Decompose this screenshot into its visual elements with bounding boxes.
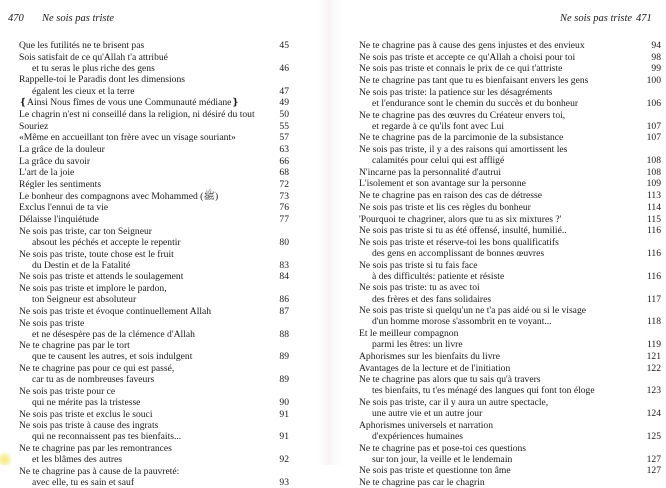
toc-entry-title-line: et les blâmes des autres — [32, 454, 123, 466]
toc-entry — [19, 226, 289, 248]
toc-entry-page-number: 124 — [646, 408, 661, 420]
toc-entry-title-line: tes bienfaits, tu t'es ménagé des langues qui font ton éloge — [372, 385, 595, 397]
toc-entry-title-line: Ne sois pas triste et évoque continuellement Allah — [19, 305, 212, 317]
toc-entry — [19, 340, 289, 362]
toc-entry-page-number: 99 — [651, 63, 661, 75]
toc-entry-title-line: Ne sois pas triste si tu as été offensé, insulté, humilié.. — [359, 225, 567, 237]
toc-entry — [359, 237, 661, 259]
toc-entry-page-number: 116 — [646, 225, 661, 237]
toc-entry-title-line: ❴Ainsi Nous fîmes de vous une Communauté médiane❵ — [19, 97, 240, 109]
toc-entry-page-number: 73 — [279, 190, 289, 202]
toc-entry — [359, 110, 661, 132]
toc-entry-title-line: des gens en accomplissant de bonnes œuvres — [372, 248, 545, 259]
toc-entry — [19, 409, 289, 420]
toc-entry — [359, 202, 661, 213]
toc-entry — [19, 363, 289, 385]
toc-entry-title-line: Ne sois pas triste, toute chose est le fruit — [19, 248, 174, 260]
toc-entry — [359, 132, 661, 143]
toc-entry-title-line: «Même en accueillant ton frère avec un visage souriant» — [19, 132, 236, 144]
toc-entry-title-line: Avantages de la lecture et de l'initiation — [359, 362, 511, 374]
toc-entry-page-number: 80 — [279, 236, 289, 248]
toc-entry-page-number: 116 — [646, 270, 661, 282]
toc-entry-title-line: absout les péchés et accepte le repentir — [32, 236, 181, 248]
toc-entry-title-line: et tu seras le plus riche des gens — [32, 62, 155, 74]
toc-entry — [359, 40, 661, 51]
toc-entry-page-number: 90 — [279, 396, 289, 408]
toc-entry — [359, 52, 661, 63]
toc-entry-title-line: La grâce du savoir — [19, 155, 91, 167]
toc-entry — [359, 363, 661, 374]
toc-entry-page-number: 91 — [279, 408, 289, 420]
toc-entry — [19, 443, 289, 465]
toc-entry-page-number: 88 — [279, 328, 289, 340]
toc-entry-title-line: Ne sois pas triste et connais le prix de ce qui t'attriste — [359, 63, 563, 75]
toc-entry — [359, 465, 661, 476]
toc-entry — [359, 443, 661, 465]
toc-entry — [359, 260, 661, 282]
toc-entry-title-line: égalent les cieux et la terre — [32, 85, 135, 97]
toc-entry-title-line: Rappelle-toi le Paradis dont les dimensions — [19, 74, 185, 86]
toc-entry — [19, 52, 289, 74]
toc-entry-title-line: Sois satisfait de ce qu'Allah t'a attribué — [19, 51, 168, 63]
toc-entry-title-line: Aphorismes universels et narration — [359, 419, 494, 431]
toc-entry — [359, 190, 661, 201]
toc-entry — [359, 282, 661, 304]
toc-entry-title-line: Ne te chagrine pas des œuvres du Créateur envers toi, — [359, 109, 566, 121]
toc-entry-title-line: Ne sois pas triste et questionne ton âme — [359, 465, 511, 477]
toc-entry-title-line: Ne sois pas triste si tu fais face — [359, 259, 478, 271]
toc-entry — [19, 179, 289, 190]
toc-entry-title-line: Que les futilités ne te brisent pas — [19, 40, 145, 51]
toc-entry-page-number: 114 — [646, 201, 661, 213]
toc-entry-page-number: 106 — [646, 97, 661, 109]
toc-entry-title-line: Ne te chagrine pas à cause des gens injustes et des envieux — [359, 40, 585, 51]
toc-entry-page-number: 123 — [646, 385, 661, 397]
toc-entry-page-number: 55 — [279, 120, 289, 132]
toc-entry-title-line: Ne sois pas triste, car ton Seigneur — [19, 225, 152, 237]
toc-entry — [359, 420, 661, 442]
toc-entry-page-number: 86 — [279, 294, 289, 306]
toc-entry-page-number: 127 — [646, 453, 661, 465]
toc-entry-page-number: 100 — [646, 75, 661, 87]
toc-entry-page-number: 108 — [646, 155, 661, 167]
toc-entry-title-line: La grâce de la douleur — [19, 144, 105, 155]
toc-entry-page-number: 76 — [279, 202, 289, 214]
toc-entry — [359, 178, 661, 189]
toc-entry-title-line: et l'endurance sont le chemin du succès et du bonheur — [372, 97, 579, 109]
toc-entry-title-line: Ne sois pas triste — [19, 317, 85, 329]
toc-entry-title-line: Ne sois pas triste: la patience sur les désagréments — [359, 86, 553, 98]
toc-entry — [19, 318, 289, 340]
toc-entry-title-line: Ne sois pas triste: tu as avec toi — [359, 282, 480, 294]
toc-entry-title-line: du Destin et de la Fatalité — [32, 259, 131, 271]
toc-entry-page-number: 45 — [279, 40, 289, 51]
toc-entry-title-line: Le bonheur des compagnons avec Mohammed (ﷺ) — [19, 190, 219, 202]
left-running-title: Ne sois pas triste — [42, 13, 115, 24]
toc-entry — [359, 75, 661, 86]
toc-entry — [19, 167, 289, 178]
toc-entry-title-line: qui ne mérite pas la tristesse — [32, 396, 141, 408]
toc-entry-page-number: 89 — [279, 351, 289, 363]
toc-entry-page-number: 107 — [646, 120, 661, 132]
toc-entry — [359, 374, 661, 396]
toc-entry-title-line: à des difficultés: patiente et résiste — [372, 270, 505, 282]
toc-entry-title-line: Ne sois pas triste et attends le soulagement — [19, 271, 184, 283]
toc-entry — [359, 63, 661, 74]
toc-entry-title-line: des frères et des fans solidaires — [372, 293, 492, 305]
toc-entry — [19, 121, 289, 132]
toc-entry-page-number: 121 — [646, 350, 661, 362]
toc-entry-page-number: 47 — [279, 85, 289, 97]
toc-entry-page-number: 83 — [279, 259, 289, 271]
right-page — [340, 0, 666, 488]
toc-entry — [19, 97, 289, 108]
toc-entry-page-number: 49 — [279, 97, 289, 109]
toc-entry-title-line: Ne te chagrine pas à cause de la pauvreté: — [19, 465, 180, 477]
toc-entry-title-line: Ne te chagrine pas tant que tu es bienfaisant envers les gens — [359, 75, 589, 87]
toc-entry-title-line: d'un homme morose s'assombrit en te voyant... — [372, 316, 552, 328]
toc-entry-page-number: 117 — [646, 293, 661, 305]
toc-entry-page-number: 127 — [646, 465, 661, 477]
toc-entry-page-number: 77 — [279, 214, 289, 226]
toc-entry-title-line: et ne désespère pas de la clémence d'Allah — [32, 328, 195, 340]
toc-entry — [19, 202, 289, 213]
toc-entry — [19, 420, 289, 442]
toc-entry-page-number: 113 — [646, 190, 661, 202]
toc-entry-title-line: sur ton jour, la veille et le lendemain — [372, 453, 513, 465]
toc-entry — [19, 249, 289, 271]
toc-entry-title-line: L'art de la joie — [19, 167, 75, 179]
toc-entry-title-line: d'expériences humaines — [372, 430, 463, 442]
toc-entry-page-number: 84 — [279, 271, 289, 283]
toc-entry-title-line: car tu as de nombreuses faveurs — [32, 374, 155, 386]
toc-entry-page-number: 46 — [279, 62, 289, 74]
toc-entry — [359, 328, 661, 350]
toc-entry-title-line: Délaisse l'inquiétude — [19, 214, 99, 226]
toc-entry-page-number: 50 — [279, 108, 289, 120]
left-page-number: 470 — [8, 13, 24, 24]
toc-entry — [19, 74, 289, 96]
toc-entry-title-line: Ne sois pas triste, car il y aura un autre spectacle, — [359, 396, 549, 408]
toc-entry — [359, 305, 661, 327]
toc-entry — [359, 397, 661, 419]
toc-entry — [359, 167, 661, 178]
toc-entry-title-line: 'Pourquoi te chagriner, alors que tu as six mixtures ?' — [359, 213, 562, 225]
toc-entry-title-line: Ne sois pas triste et exclus le souci — [19, 408, 153, 420]
toc-entry-page-number: 91 — [279, 431, 289, 443]
toc-entry — [359, 144, 661, 166]
toc-entry-title-line: Ne sois pas triste et lis ces règles du bonheur — [359, 201, 531, 213]
toc-entry-page-number: 87 — [279, 305, 289, 317]
toc-entry-title-line: calamités pour celui qui est affligé — [372, 155, 505, 167]
toc-entry — [359, 225, 661, 236]
toc-entry-title-line: ton Seigneur est absoluteur — [32, 294, 137, 306]
toc-entry-page-number: 92 — [279, 454, 289, 466]
toc-entry-title-line: Ne te chagrine pas car le chagrin — [359, 477, 485, 488]
toc-entry-title-line: Souriez — [19, 120, 49, 132]
toc-entry-title-line: Ne te chagrine pas pour ce qui est passé, — [19, 363, 175, 375]
toc-entry — [19, 466, 289, 488]
toc-entry-page-number: 109 — [646, 178, 661, 190]
toc-entry-title-line: Ne sois pas triste pour ce — [19, 385, 116, 397]
toc-entry-title-line: Ne te chagrine pas alors que tu sais qu'à travers — [359, 374, 541, 386]
toc-entry-page-number: 72 — [279, 179, 289, 191]
toc-entry-page-number: 66 — [279, 155, 289, 167]
toc-entry-title-line: Ne sois pas triste, il y a des raisons qui amortissent les — [359, 144, 568, 155]
toc-entry-page-number: 116 — [646, 248, 661, 259]
toc-entry-title-line: qui ne reconnaissent pas tes bienfaits... — [32, 431, 182, 443]
toc-entry-title-line: et regarde à ce qu'ils font avec Lui — [372, 120, 504, 132]
toc-entry — [359, 87, 661, 109]
toc-entry — [19, 109, 289, 120]
toc-entry-title-line: Ne sois pas triste et implore le pardon, — [19, 283, 167, 295]
toc-entry — [19, 144, 289, 155]
toc-entry-page-number: 122 — [646, 362, 661, 374]
toc-entry-title-line: Ne te chagrine pas par le tort — [19, 340, 130, 352]
toc-entry — [19, 214, 289, 225]
toc-entry-page-number: 107 — [646, 132, 661, 144]
toc-entry-title-line: Ne te chagrine pas en raison des cas de détresse — [359, 190, 543, 202]
toc-entry-page-number: 94 — [651, 40, 661, 51]
toc-entry-title-line: Exclus l'ennui de ta vie — [19, 202, 109, 214]
toc-entry — [19, 132, 289, 143]
left-toc-list — [19, 40, 289, 488]
toc-entry — [359, 477, 661, 488]
toc-entry-page-number: 115 — [646, 213, 661, 225]
toc-entry-title-line: une autre vie et un autre jour — [372, 408, 483, 420]
toc-entry — [19, 191, 289, 202]
toc-entry — [359, 214, 661, 225]
toc-entry-title-line: L'isolement et son avantage sur la personne — [359, 178, 526, 190]
toc-entry-title-line: Ne te chagrine pas de la parcimonie de la subsistance — [359, 132, 564, 144]
toc-entry-title-line: Ne te chagrine pas par les remontrances — [19, 443, 172, 455]
right-toc-list — [359, 40, 661, 488]
toc-entry-title-line: parmi les êtres: un livre — [372, 339, 463, 351]
toc-entry-title-line: Aphorismes sur les bienfaits du livre — [359, 350, 500, 362]
toc-entry-title-line: N'incarne pas la personnalité d'autrui — [359, 166, 501, 178]
toc-entry-title-line: Régler les sentiments — [19, 179, 102, 191]
toc-entry — [19, 386, 289, 408]
toc-entry-title-line: Ne te chagrine pas et pose-toi ces questions — [359, 442, 527, 454]
toc-entry-page-number: 125 — [646, 430, 661, 442]
toc-entry-title-line: que te causent les autres, et sois indulgent — [32, 351, 193, 363]
toc-entry — [19, 271, 289, 282]
toc-entry-page-number: 68 — [279, 167, 289, 179]
toc-entry — [359, 351, 661, 362]
toc-entry-page-number: 118 — [646, 316, 661, 328]
right-running-title: Ne sois pas triste — [560, 13, 633, 24]
toc-entry — [19, 40, 289, 51]
toc-entry — [19, 283, 289, 305]
toc-entry-page-number: 89 — [279, 374, 289, 386]
toc-entry-page-number: 119 — [646, 339, 661, 351]
toc-entry-title-line: Ne sois pas triste à cause des ingrats — [19, 420, 159, 432]
toc-entry-title-line: Ne sois pas triste et réserve-toi les bons qualificatifs — [359, 236, 559, 248]
toc-entry — [19, 156, 289, 167]
toc-entry-title-line: avec elle, tu es sain et sauf — [32, 477, 135, 488]
toc-entry-page-number: 108 — [646, 166, 661, 178]
toc-entry-title-line: Ne sois pas triste si quelqu'un ne t'a pas aidé ou si le visage — [359, 305, 586, 317]
toc-entry — [19, 306, 289, 317]
right-page-number: 471 — [636, 13, 652, 24]
toc-entry-title-line: Et le meilleur compagnon — [359, 328, 459, 340]
toc-entry-title-line: Ne sois pas triste et accepte ce qu'Allah a choisi pour toi — [359, 51, 576, 63]
toc-entry-page-number: 63 — [279, 144, 289, 155]
toc-entry-page-number: 93 — [279, 477, 289, 488]
toc-entry-page-number: 57 — [279, 132, 289, 144]
left-page — [0, 0, 322, 488]
toc-entry-title-line: Le chagrin n'est ni conseillé dans la religion, ni désiré du tout — [19, 108, 255, 120]
toc-entry-page-number: 98 — [651, 51, 661, 63]
